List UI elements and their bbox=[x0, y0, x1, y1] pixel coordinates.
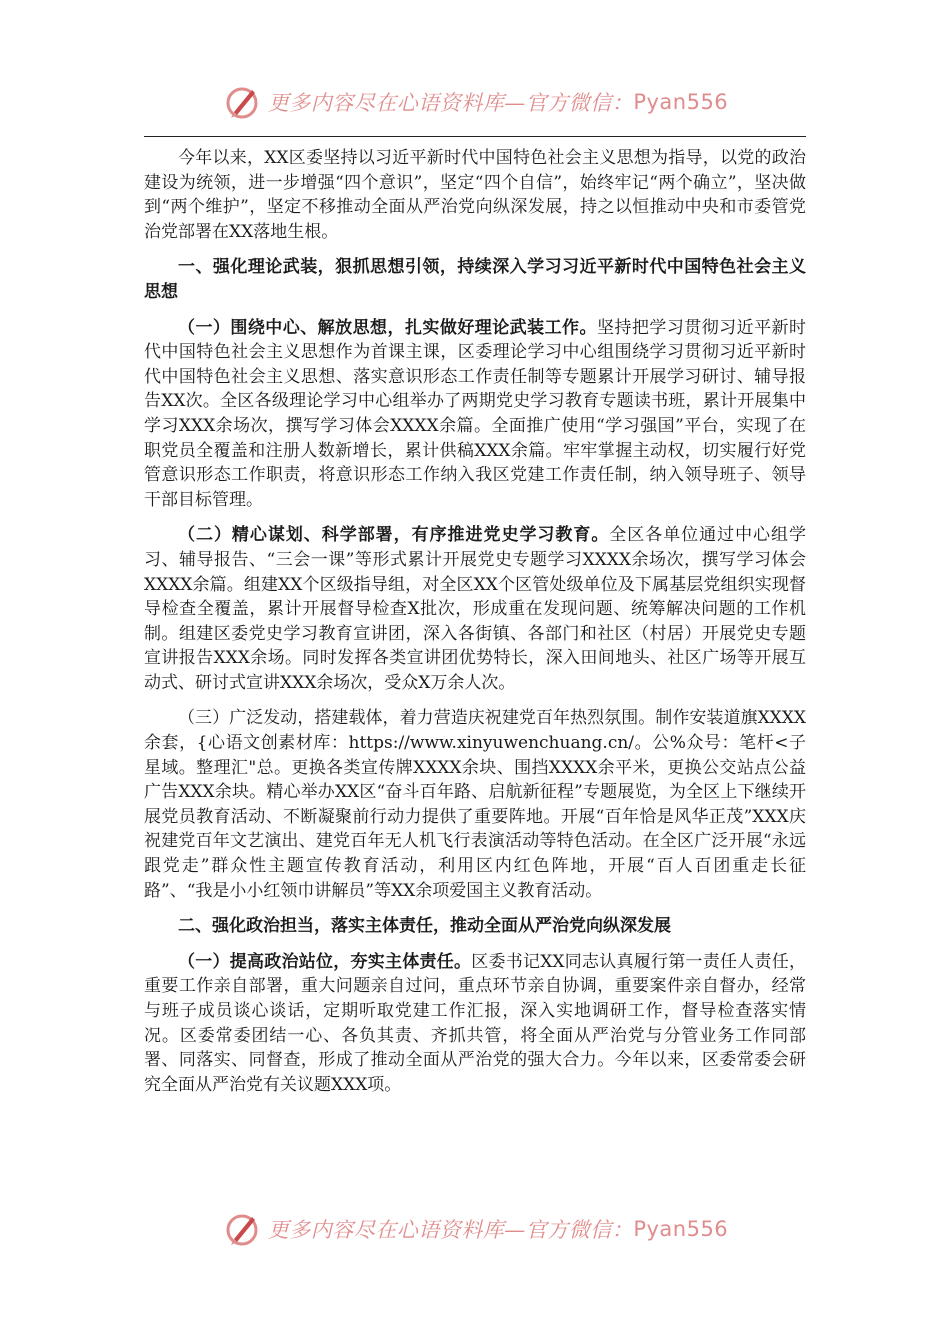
section-1-paragraph-1 bbox=[144, 316, 806, 513]
s1p1-lead: （一）围绕中心、解放思想，扎实做好理论武装工作。 bbox=[178, 317, 597, 338]
s2p1-text: 区委书记XX同志认真履行第一责任人责任，重要工作亲自部署，重大问题亲自过问，重点环节亲自协调，重要案件亲自督办，经常与班子成员谈心谈话，定期听取党建工作汇报，深入实地调研工作，督导检查落实情况。区委常委团结一心、各负其责、齐抓共管，将全面从严治党与分管业务工作同部署、同落实、同督查，形成了推动全面从严治党的强大合力。今年以来，区委常委会研究全面从严治党有关议题XXX项。 bbox=[144, 951, 806, 1095]
intro-paragraph: 今年以来，XX区委坚持以习近平新时代中国特色社会主义思想为指导，以党的政治建设为统领，进一步增强“四个意识”，坚定“四个自信”，始终牢记“两个确立”，坚决做到“两个维护”，坚定不移推动全面从严治党向纵深发展，持之以恒推动中央和市委管党治党部署在XX落地生根。 bbox=[144, 148, 806, 242]
watermark-wechat: Pyan556 bbox=[633, 1217, 729, 1241]
s1p2-lead: （二）精心谋划、科学部署，有序推进党史学习教育。 bbox=[178, 525, 610, 546]
header-divider bbox=[144, 136, 806, 137]
watermark-text: 更多内容尽在心语资料库—官方微信： bbox=[267, 1218, 634, 1242]
section-1-paragraph-2 bbox=[144, 523, 806, 695]
s1p2-text: 全区各单位通过中心组学习、辅导报告、“三会一课”等形式累计开展党史专题学习XXXX余场次，撰写学习体会XXXX余篇。组建XX个区级指导组，对全区XX个区管处级单位及下属基层党组织实现督导检查全覆盖，累计开展督导检查X批次，形成重在发现问题、统筹解决问题的工作机制。组建区委党史学习教育宣讲团，深入各街镇、各部门和社区（村居）开展党史专题宣讲报告XXX余场。同时发挥各类宣讲团优势特长，深入田间地头、社区广场等开展互动式、研讨式宣讲XXX余场次，受众X万余人次。 bbox=[144, 525, 807, 693]
section-2-paragraph-1 bbox=[144, 950, 806, 1098]
pen-logo-icon bbox=[222, 1209, 262, 1249]
header-watermark bbox=[0, 80, 950, 124]
pen-logo-icon bbox=[222, 82, 262, 122]
section-1-paragraph-3: （三）广泛发动，搭建载体，着力营造庆祝建党百年热烈氛围。制作安装道旗XXXX余套，{心语文创素材库：https://www.xinyuwenchuang.cn/。公%众号：笔杆<子星域。整理汇"总。更换各类宣传牌XXXX余块、围挡XXXX余平米，更换公交站点公益广告XXX余块。精心举办XX区“奋斗百年路、启航新征程”专题展览，为全区上下继续开展党员教育活动、不断凝聚前行动力提供了重要阵地。开展“百年恰是风华正茂”XXX庆祝建党百年文艺演出、建党百年无人机飞行表演活动等特色活动。在全区广泛开展“永远跟党走”群众性主题宣传教育活动，利用区内红色阵地，开展“百人百团重走长征路”、“我是小小红领巾讲解员”等XX余项爱国主义教育活动。 bbox=[144, 708, 806, 901]
section-1-heading: 一、强化理论武装，狠抓思想引领，持续深入学习习近平新时代中国特色社会主义思想 bbox=[144, 257, 806, 302]
s1p1-text: 坚持把学习贯彻习近平新时代中国特色社会主义思想作为首课主课，区委理论学习中心组围绕学习贯彻习近平新时代中国特色社会主义思想、落实意识形态工作责任制等专题累计开展学习研讨、辅导报告XX次。全区各级理论学习中心组举办了两期党史学习教育专题读书班，累计开展集中学习XXX余场次，撰写学习体会XXXX余篇。全面推广使用“学习强国”平台，实现了在职党员全覆盖和注册人数新增长，累计供稿XXX余篇。牢牢掌握主动权，切实履行好党管意识形态工作职责，将意识形态工作纳入我区党建工作责任制，纳入领导班子、领导干部目标管理。 bbox=[144, 317, 807, 510]
s2p1-lead: （一）提高政治站位，夯实主体责任。 bbox=[178, 951, 472, 972]
document-body bbox=[144, 146, 806, 1108]
watermark-text: 更多内容尽在心语资料库—官方微信： bbox=[267, 91, 634, 115]
watermark-wechat: Pyan556 bbox=[633, 90, 729, 114]
section-2-heading: 二、强化政治担当，落实主体责任，推动全面从严治党向纵深发展 bbox=[178, 916, 671, 937]
footer-watermark bbox=[0, 1207, 950, 1251]
